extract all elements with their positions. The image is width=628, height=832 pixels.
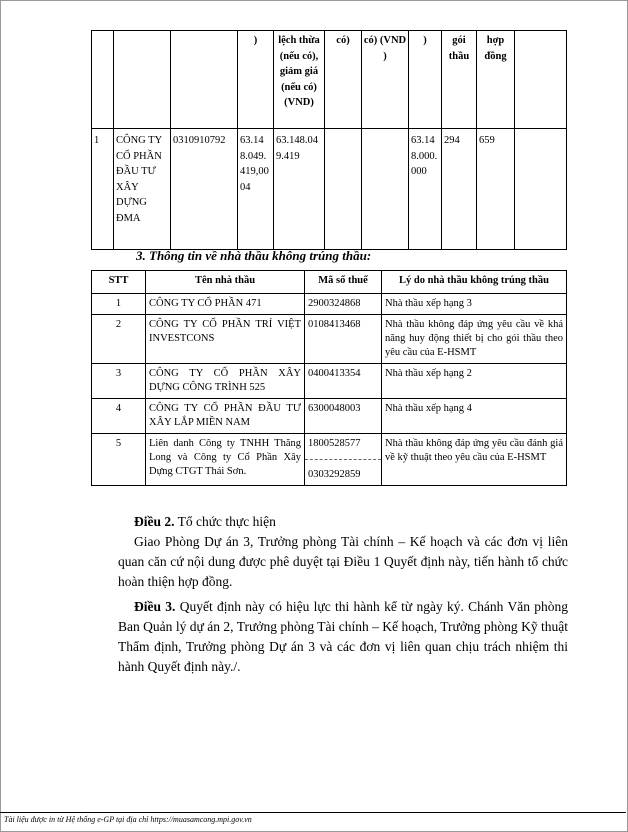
table-row bbox=[92, 294, 567, 315]
unsuccessful-bidders-table bbox=[91, 270, 567, 486]
bidder-name-cell: CÔNG TY CỔ PHẦN 471 bbox=[146, 294, 305, 315]
corrected-price-cell: 63.148.049.419 bbox=[274, 129, 325, 250]
header-cell: ) bbox=[238, 31, 274, 129]
tax-code-cell: 0310910792 bbox=[171, 129, 238, 250]
winning-bidder-table bbox=[91, 30, 567, 250]
contract-time-cell: 659 bbox=[477, 129, 515, 250]
package-time-cell: 294 bbox=[442, 129, 477, 250]
bidder-name-cell: Liên danh Công ty TNHH Thăng Long và Công ty Cổ Phần Xây Dựng CTGT Thái Sơn. bbox=[146, 434, 305, 486]
footer-divider bbox=[0, 812, 626, 813]
table-row bbox=[92, 315, 567, 364]
article-3 bbox=[118, 597, 568, 677]
header-cell: lệch thừa (nếu có), giảm giá (nếu có) (VND) bbox=[274, 31, 325, 129]
tax-code-cell bbox=[305, 434, 382, 486]
empty-cell bbox=[325, 129, 362, 250]
table-row bbox=[92, 434, 567, 486]
article-2-heading-text: Tổ chức thực hiện bbox=[174, 514, 276, 529]
tax-code-cell: 6300048003 bbox=[305, 399, 382, 434]
table-header-row bbox=[92, 271, 567, 294]
article-3-label: Điều 3. bbox=[134, 599, 176, 614]
empty-cell bbox=[515, 129, 567, 250]
article-2-body: Giao Phòng Dự án 3, Trưởng phòng Tài chính – Kế hoạch và các đơn vị liên quan căn cứ nội dung được phê duyệt tại Điều 1 Quyết định này, tiến hành tổ chức hoàn thiện hợp đồng. bbox=[118, 534, 568, 589]
tax-code-cell: 2900324868 bbox=[305, 294, 382, 315]
article-2-heading bbox=[118, 512, 568, 532]
winning-price-cell: 63.148.000.000 bbox=[409, 129, 442, 250]
header-reason: Lý do nhà thầu không trúng thầu bbox=[382, 271, 567, 294]
header-cell: ) bbox=[409, 31, 442, 129]
footer-note: Tài liệu được in từ Hệ thống e-GP tại địa chỉ https://muasamcong.mpi.gov.vn bbox=[4, 815, 252, 824]
tax-code-cell: 0400413354 bbox=[305, 364, 382, 399]
table-header-row bbox=[92, 31, 567, 129]
bidder-name-cell: CÔNG TY CỔ PHẦN XÂY DỰNG CÔNG TRÌNH 525 bbox=[146, 364, 305, 399]
reason-cell: Nhà thầu xếp hạng 2 bbox=[382, 364, 567, 399]
reason-cell: Nhà thầu xếp hạng 3 bbox=[382, 294, 567, 315]
header-cell bbox=[92, 31, 114, 129]
tax-code-cell: 0108413468 bbox=[305, 315, 382, 364]
header-tax-code: Mã số thuế bbox=[305, 271, 382, 294]
header-cell bbox=[515, 31, 567, 129]
stt-cell: 5 bbox=[92, 434, 146, 486]
header-cell: có) bbox=[325, 31, 362, 129]
reason-cell: Nhà thầu không đáp ứng yêu cầu đánh giá về kỹ thuật theo yêu cầu của E-HSMT bbox=[382, 434, 567, 486]
header-cell: hợp đồng bbox=[477, 31, 515, 129]
stt-cell: 1 bbox=[92, 294, 146, 315]
empty-cell bbox=[362, 129, 409, 250]
table-row bbox=[92, 399, 567, 434]
table-row bbox=[92, 129, 567, 250]
section-3-title: 3. Thông tin về nhà thầu không trúng thầu: bbox=[136, 248, 372, 263]
bidder-name-cell: CÔNG TY CỔ PHẦN ĐẦU TƯ XÂY DỰNG ĐMA bbox=[114, 129, 171, 250]
bidder-name-cell: CÔNG TY CỔ PHẦN ĐẦU TƯ XÂY LẮP MIỀN NAM bbox=[146, 399, 305, 434]
stt-cell: 1 bbox=[92, 129, 114, 250]
reason-cell: Nhà thầu xếp hạng 4 bbox=[382, 399, 567, 434]
tax-divider bbox=[305, 459, 381, 460]
article-2-label: Điều 2. bbox=[134, 514, 175, 529]
stt-cell: 3 bbox=[92, 364, 146, 399]
header-cell: gói thầu bbox=[442, 31, 477, 129]
stt-cell: 2 bbox=[92, 315, 146, 364]
header-cell bbox=[114, 31, 171, 129]
header-stt: STT bbox=[92, 271, 146, 294]
stt-cell: 4 bbox=[92, 399, 146, 434]
header-bidder-name: Tên nhà thầu bbox=[146, 271, 305, 294]
article-3-body: Quyết định này có hiệu lực thi hành kể từ ngày ký. Chánh Văn phòng Ban Quản lý dự án 2, Trưởng phòng Tài chính – Kế hoạch, Trưởng phòng Kỹ thuật Thẩm định, Trưởng phòng Dự án 3 và các đơn vị liên quan chịu trách nhiệm thi hành Quyết định này./. bbox=[118, 599, 568, 674]
reason-cell: Nhà thầu không đáp ứng yêu cầu về khả năng huy động thiết bị cho gói thầu theo yêu cầu của E-HSMT bbox=[382, 315, 567, 364]
bidder-name-cell: CÔNG TY CỔ PHẦN TRÍ VIỆT INVESTCONS bbox=[146, 315, 305, 364]
tax-code-1: 1800528577 bbox=[308, 438, 361, 449]
article-2 bbox=[118, 512, 568, 592]
header-cell bbox=[171, 31, 238, 129]
table-row bbox=[92, 364, 567, 399]
header-cell: có) (VND ) bbox=[362, 31, 409, 129]
bid-price-cell: 63.148.049.419,0004 bbox=[238, 129, 274, 250]
tax-code-2: 0303292859 bbox=[308, 469, 361, 480]
